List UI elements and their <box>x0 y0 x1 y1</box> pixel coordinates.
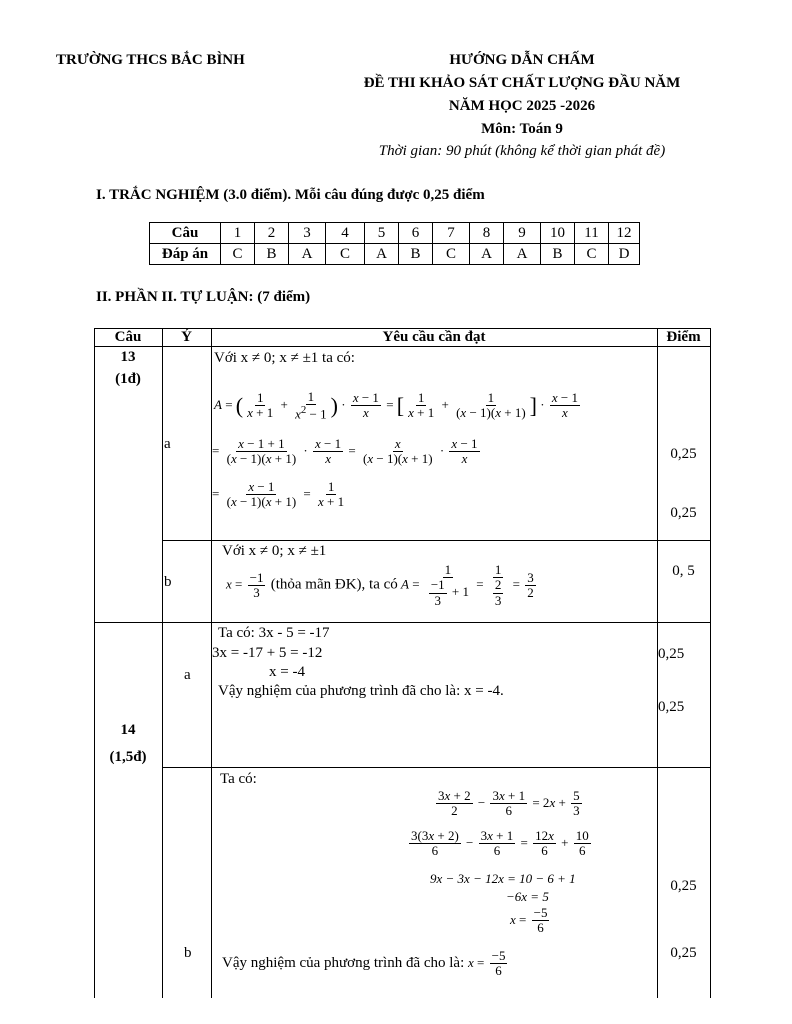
table-col3-border <box>657 328 658 998</box>
q14a-line-3: x = -4 <box>269 664 305 680</box>
question-cell: 8 <box>470 223 504 244</box>
answer-table <box>149 222 640 265</box>
answer-cell: A <box>365 244 399 265</box>
q14b-equation-1: $\frac{3x + 2}{2}$ − $\frac{3x + 1}{6}$ = 2x + $\frac{5}{3}$ <box>438 788 580 819</box>
question-cell: 7 <box>433 223 470 244</box>
answer-cell: A <box>504 244 541 265</box>
answer-cell: A <box>470 244 504 265</box>
question-cell: 10 <box>541 223 575 244</box>
table-13-14-border <box>94 622 711 623</box>
q14a-line-1: Ta có: 3x - 5 = -17 <box>218 625 330 641</box>
question-cell: 6 <box>399 223 433 244</box>
q13a-score-1: 0,25 <box>670 446 697 462</box>
q13b-score: 0, 5 <box>672 563 695 579</box>
question-cell: 12 <box>609 223 640 244</box>
doc-subtitle: ĐỀ THI KHẢO SÁT CHẤT LƯỢNG ĐẦU NĂM <box>363 75 681 91</box>
q14a-line-4: Vậy nghiệm của phương trình đã cho là: x = -4. <box>218 683 504 699</box>
question-cell: 4 <box>326 223 365 244</box>
duration: Thời gian: 90 phút (không kể thời gian phát đề) <box>378 143 666 159</box>
q13b-work: x = $\frac{-1}{3}$ (thỏa mãn ĐK), ta có A = 1 $\frac{-1}{3}$ + 1 = $\frac{1}{\frac{2}{3}}$ = $\frac{3}{2}$ <box>226 562 534 608</box>
q14-points: (1,5đ) <box>109 749 147 765</box>
q14b-equation-4: −6x = 5 <box>506 889 549 904</box>
col-header-requirement: Yêu cầu cần đạt <box>382 329 486 345</box>
q13-number: 13 <box>120 349 136 365</box>
question-cell: 11 <box>575 223 609 244</box>
answer-row <box>150 244 640 265</box>
q14a-score-1: 0,25 <box>658 646 685 662</box>
answer-cell: D <box>609 244 640 265</box>
q14b-equation-5: x = $\frac{-5}{6}$ <box>510 905 548 936</box>
question-cell: 1 <box>221 223 255 244</box>
table-right-border <box>710 328 711 998</box>
q14b-score-2: 0,25 <box>670 945 697 961</box>
q13-points: (1đ) <box>115 371 141 387</box>
question-row-label: Câu <box>150 223 221 244</box>
q13a-score-2: 0,25 <box>670 505 697 521</box>
answer-cell: A <box>289 244 326 265</box>
q13a-condition: Với x ≠ 0; x ≠ ±1 ta có: <box>214 350 355 366</box>
doc-title: HƯỚNG DẪN CHẤM <box>449 52 595 68</box>
q14b-conclusion-text: Vậy nghiệm của phương trình đã cho là: <box>222 954 465 971</box>
q14b-label: b <box>184 945 192 961</box>
question-cell: 2 <box>255 223 289 244</box>
question-cell: 3 <box>289 223 326 244</box>
table-col1-border <box>162 328 163 998</box>
q13b-condition: Với x ≠ 0; x ≠ ±1 <box>222 543 327 559</box>
answer-cell: C <box>221 244 255 265</box>
table-header-border <box>94 346 711 347</box>
part1-title: I. TRẮC NGHIỆM (3.0 điểm). Mỗi câu đúng được 0,25 điểm <box>96 187 485 203</box>
part2-title: II. PHẦN II. TỰ LUẬN: (7 điểm) <box>96 289 311 305</box>
school-year: NĂM HỌC 2025 -2026 <box>448 98 596 114</box>
subject: Môn: Toán 9 <box>481 121 563 137</box>
q13a-step3: = $\frac{x - 1}{(x - 1)(x + 1)}$ = $\frac{1}{x + 1}$ <box>212 479 345 510</box>
q14a-score-2: 0,25 <box>658 699 685 715</box>
q13a-step2: = $\frac{x - 1 + 1}{(x - 1)(x + 1)}$ · $\frac{x - 1}{x}$ = $\frac{x}{(x - 1)(x + 1)}$ · $\frac{x - 1}{x}$ <box>212 436 478 467</box>
q14-number: 14 <box>120 722 136 738</box>
table-14-ab-border <box>162 767 711 768</box>
table-13-ab-border <box>162 540 711 541</box>
col-header-score: Điểm <box>666 329 701 345</box>
answer-cell: C <box>433 244 470 265</box>
q13b-label: b <box>164 574 172 590</box>
question-cell: 9 <box>504 223 541 244</box>
q14b-equation-3: 9x − 3x − 12x = 10 − 6 + 1 <box>430 871 576 886</box>
question-cell: 5 <box>365 223 399 244</box>
q14a-label: a <box>184 667 191 683</box>
table-left-border <box>94 328 95 998</box>
q14b-intro: Ta có: <box>220 771 257 787</box>
q14b-equation-2: $\frac{3(3x + 2)}{6}$ − $\frac{3x + 1}{6}$ = $\frac{12x}{6}$ + $\frac{10}{6}$ <box>411 828 589 859</box>
q14b-conclusion: Vậy nghiệm của phương trình đã cho là: x = $\frac{-5}{6}$ <box>222 948 506 979</box>
answer-cell: B <box>541 244 575 265</box>
q13a-step1: A = ( $\frac{1}{x + 1}$ + $\frac{1}{x^2 - 1}$ ) · $\frac{x - 1}{x}$ = [ $\frac{1}{x + 1}$ + $\frac{1}{(x - 1)(x + 1)}$ ] · $\frac{x - 1}{x}$ <box>214 389 578 422</box>
question-row <box>150 223 640 244</box>
school-name: TRƯỜNG THCS BẮC BÌNH <box>56 52 245 68</box>
col-header-y: Ý <box>181 329 192 345</box>
answer-cell: C <box>326 244 365 265</box>
answer-cell: B <box>399 244 433 265</box>
q13b-text: (thỏa mãn ĐK), ta có <box>270 576 398 593</box>
answer-row-label: Đáp án <box>150 244 221 265</box>
q14a-line-2: 3x = -17 + 5 = -12 <box>212 645 323 661</box>
q13a-label: a <box>164 436 171 452</box>
answer-cell: B <box>255 244 289 265</box>
answer-cell: C <box>575 244 609 265</box>
q14b-score-1: 0,25 <box>670 878 697 894</box>
col-header-cau: Câu <box>114 329 142 345</box>
table-col2-border <box>211 328 212 998</box>
